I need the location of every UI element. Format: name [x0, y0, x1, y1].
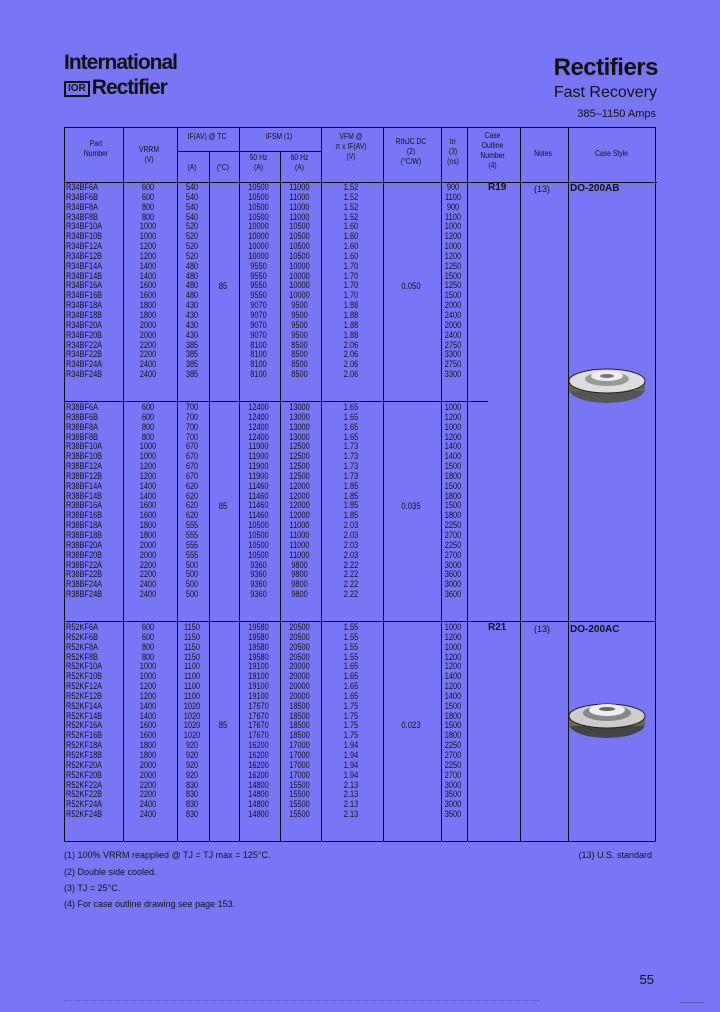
vfm-list: 1.52 1.52 1.52 1.52 1.60 1.60 1.60 1.60 1.70 1.70 1.70 1.70 1.88 1.88 1.88 1.88 2.06 2.06 2.06 2.06 [343, 182, 359, 380]
col-vfm: VFM @ π x IF(AV) (V) [335, 132, 367, 161]
scan-artifact-line [680, 1002, 704, 1003]
vrrm-list: 600 600 800 800 1000 1000 1200 1200 1400 1400 1600 1600 1800 1800 2000 2000 2200 2200 2400 2400 [139, 622, 157, 820]
ifsm-60hz-list: 13000 13000 13000 13000 12500 12500 12500 12500 12000 12000 12000 12000 11000 11000 11000 11000 9800 9800 9800 9800 [289, 402, 310, 600]
col-tc-unit: (°C) [216, 163, 230, 172]
parts-list: R34BF6A R34BF6B R34BF8A R34BF8B R34BF10A R34BF10B R34BF12A R34BF12B R34BF14A R34BF14B R34BF16A R34BF16B R34BF18A R34BF18B R34BF20A R34BF20B R34BF22A R34BF22B R34BF24A R34BF24B [66, 182, 103, 380]
ifav-list: 540 540 540 540 520 520 520 520 480 480 480 480 430 430 430 430 385 385 385 385 [185, 182, 199, 380]
do200ab-device-image [566, 355, 648, 415]
rthjc-value: 0.035 [401, 501, 421, 511]
rthjc-value: 0.050 [401, 281, 421, 291]
case-style-do200ab: DO-200AB [570, 183, 620, 194]
note-ref: (13) [534, 624, 551, 634]
vfm-list: 1.55 1.55 1.55 1.55 1.65 1.65 1.65 1.65 1.75 1.75 1.75 1.75 1.94 1.94 1.94 1.94 2.13 2.13 2.13 2.13 [343, 622, 359, 820]
ifsm-60hz-list: 11000 11000 11000 11000 10500 10500 10500 10500 10000 10000 10000 10000 9500 9500 9500 9500 8500 8500 8500 8500 [289, 182, 310, 380]
ior-logo: IOR [64, 81, 90, 97]
col-50hz: 50 Hz (A) [249, 153, 268, 172]
tc-value: 85 [218, 281, 228, 291]
parts-list: R52KF6A R52KF6B R52KF8A R52KF8B R52KF10A R52KF10B R52KF12A R52KF12B R52KF14A R52KF14B R52KF16A R52KF16B R52KF18A R52KF18B R52KF20A R52KF20B R52KF22A R52KF22B R52KF24A R52KF24B [66, 622, 103, 820]
col-vrrm: VRRM (V) [138, 145, 160, 164]
case-outline-r21: R21 [488, 622, 507, 633]
page-title: Rectifiers [553, 54, 658, 81]
trr-list: 1000 1200 1000 1200 1400 1400 1500 1800 1500 1800 1500 1800 2250 2700 2250 2700 3000 3600 3000 3600 [444, 402, 462, 600]
ifav-list: 1150 1150 1150 1150 1100 1100 1100 1100 1020 1020 1020 1020 920 920 920 920 830 830 830 830 [183, 622, 201, 820]
vrrm-list: 600 600 800 800 1000 1000 1200 1200 1400 1400 1600 1600 1800 1800 2000 2000 2200 2200 2400 2400 [139, 402, 157, 600]
col-notes: Notes [534, 149, 552, 158]
col-ifav-unit: (A) [187, 163, 197, 172]
case-style-do200ac: DO-200AC [570, 624, 620, 635]
col-part-number: Part Number [83, 139, 109, 158]
note-ref: (13) [534, 184, 551, 194]
col-case-outline: Case Outline Number (4) [480, 131, 505, 170]
col-ifav: IF(AV) @ TC [187, 132, 227, 141]
footnote-3: (3) TJ = 25°C. [64, 883, 121, 893]
tc-value: 85 [218, 501, 228, 511]
case-outline-r19: R19 [488, 182, 507, 193]
trr-list: 1000 1200 1000 1200 1200 1400 1200 1400 1500 1800 1500 1800 2250 2700 2250 2700 3000 3500 3000 3500 [444, 622, 462, 820]
scan-artifact-line [64, 1000, 540, 1001]
trr-list: 900 1100 900 1100 1000 1200 1000 1200 1250 1500 1250 1500 2000 2400 2000 2400 2750 3300 2750 3300 [444, 182, 462, 380]
do200ac-device-image [566, 688, 648, 748]
ifav-list: 700 700 700 700 670 670 670 670 620 620 620 620 555 555 555 555 500 500 500 500 [185, 402, 199, 600]
rthjc-value: 0.023 [401, 720, 421, 730]
tc-value: 85 [218, 720, 228, 730]
parts-list: R38BF6A R38BF6B R38BF8A R38BF8B R38BF10A R38BF10B R38BF12A R38BF12B R38BF14A R38BF14B R38BF16A R38BF16B R38BF18A R38BF18B R38BF20A R38BF20B R38BF22A R38BF22B R38BF24A R38BF24B [66, 402, 103, 600]
footnote-13: (13) U.S. standard [578, 850, 652, 860]
col-trr: trr (3) (ns) [447, 137, 459, 166]
ifsm-50hz-list: 10500 10500 10500 10500 10000 10000 10000 10000 9550 9550 9550 9550 9070 9070 9070 9070 8100 8100 8100 8100 [248, 182, 269, 380]
ifsm-60hz-list: 20500 20500 20500 20500 20000 20000 20000 20000 18500 18500 18500 18500 17000 17000 17000 17000 15500 15500 15500 15500 [289, 622, 310, 820]
brand-rectifier: Rectifier [91, 76, 167, 99]
ifsm-50hz-list: 19580 19580 19580 19580 19100 19100 19100 19100 17670 17670 17670 17670 16200 16200 16200 16200 14800 14800 14800 14800 [248, 622, 269, 820]
current-range: 385–1150 Amps [577, 108, 656, 120]
footnote-2: (2) Double side cooled. [64, 867, 157, 877]
vrrm-list: 600 600 800 800 1000 1000 1200 1200 1400 1400 1600 1600 1800 1800 2000 2000 2200 2200 2400 2400 [139, 182, 157, 380]
col-60hz: 60 Hz (A) [290, 153, 309, 172]
page-number: 55 [639, 972, 654, 987]
vfm-list: 1.65 1.65 1.65 1.65 1.73 1.73 1.73 1.73 1.85 1.85 1.85 1.85 2.03 2.03 2.03 2.03 2.22 2.22 2.22 2.22 [343, 402, 359, 600]
page-subtitle: Fast Recovery [553, 84, 657, 101]
col-ifsm: IFSM (1) [265, 132, 293, 141]
footnote-4: (4) For case outline drawing see page 153. [64, 899, 236, 909]
ifsm-50hz-list: 12400 12400 12400 12400 11900 11900 11900 11900 11460 11460 11460 11460 10500 10500 10500 10500 9360 9360 9360 9360 [248, 402, 269, 600]
brand-name-line2 [64, 76, 167, 100]
brand-name-line1: International [64, 51, 178, 74]
col-rthjc: RthJC DC (2) (°C/W) [395, 137, 427, 166]
footnote-1: (1) 100% VRRM reapplied @ TJ = TJ max = 125°C. [64, 850, 271, 860]
col-case-style: Case Style [595, 149, 628, 158]
